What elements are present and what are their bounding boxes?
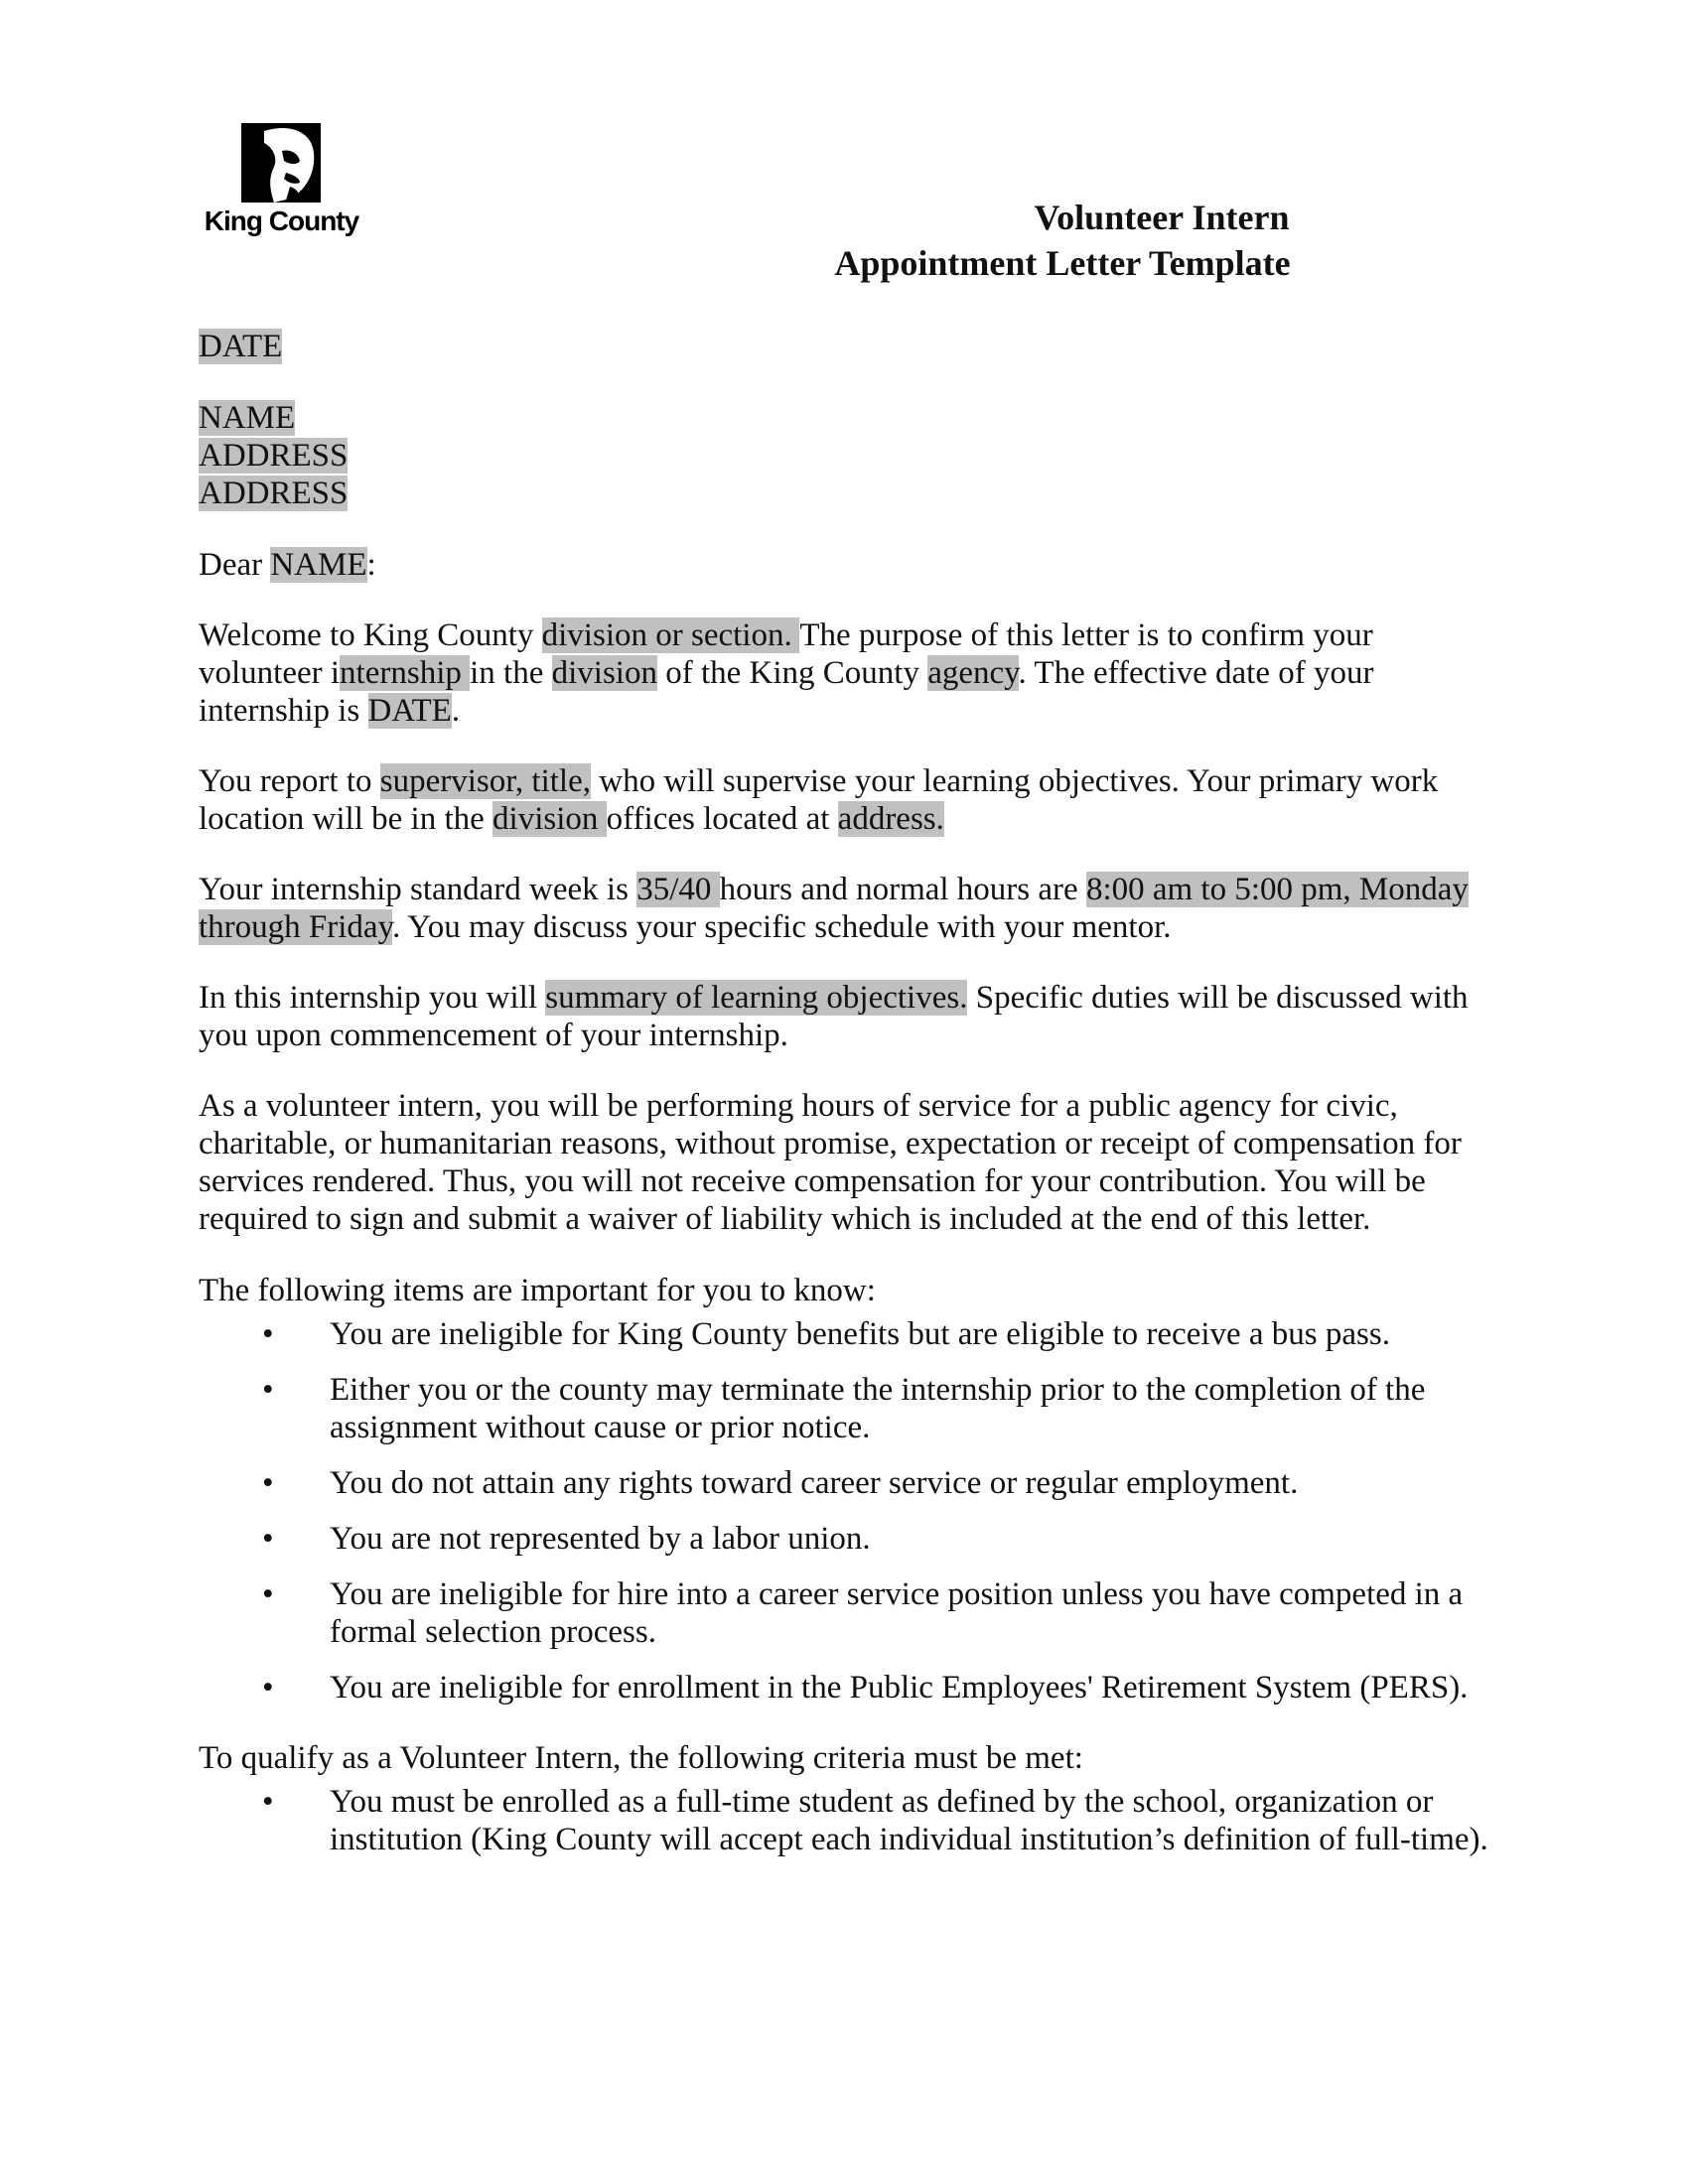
internship-placeholder: nternship bbox=[340, 655, 471, 691]
important-items-list bbox=[199, 1315, 1499, 1706]
logo-text: King County bbox=[204, 205, 359, 236]
king-county-portrait-icon bbox=[195, 121, 368, 206]
king-county-logo bbox=[195, 121, 368, 240]
document-title bbox=[695, 195, 1430, 286]
hours-per-week-placeholder: 35/40 bbox=[636, 872, 720, 907]
bullet-icon: • bbox=[262, 1372, 274, 1408]
compensation-paragraph: As a volunteer intern, you will be performing hours of service for a public agency for civic, charitable, or humanitarian reasons, without promise, expectation or receipt of compensation for services rendered. Thus, you will not receive compensation for your contribution. You will be required to sign and submit a waiver of liability which is included at the end of this letter. bbox=[199, 1088, 1462, 1237]
list-item: • You are ineligible for King County benefits but are eligible to receive a bus pass. bbox=[262, 1316, 1390, 1352]
letter-body bbox=[199, 328, 1499, 1876]
recipient-name-placeholder: NAME bbox=[199, 400, 296, 436]
objectives-paragraph: In this internship you will summary of learning objectives. Specific duties will be discussed with you upon commencement of your internship. bbox=[199, 980, 1469, 1053]
title-line-2: Appointment Letter Template bbox=[834, 243, 1291, 283]
important-items-intro: The following items are important for you to know: bbox=[199, 1273, 876, 1308]
title-line-1: Volunteer Intern bbox=[1034, 198, 1290, 237]
recipient-block bbox=[199, 399, 1499, 512]
effective-date-placeholder: DATE bbox=[367, 693, 452, 729]
list-item: • You are not represented by a labor union. bbox=[262, 1521, 871, 1557]
criteria-list bbox=[199, 1783, 1499, 1858]
learning-objectives-placeholder: summary of learning objectives. bbox=[545, 980, 968, 1016]
supervisor-paragraph: You report to supervisor, title, who will supervise your learning objectives. Your primary work location will be in the division offices located at address. bbox=[199, 763, 1439, 837]
bullet-icon: • bbox=[262, 1316, 274, 1352]
bullet-icon: • bbox=[262, 1576, 274, 1612]
salutation: Dear NAME: bbox=[199, 547, 376, 583]
recipient-address-line-1: ADDRESS bbox=[199, 438, 349, 474]
date-placeholder: DATE bbox=[199, 329, 283, 364]
schedule-paragraph: Your internship standard week is 35/40 hours and normal hours are 8:00 am to 5:00 pm, Monday through Friday. You may discuss your specific schedule with your mentor. bbox=[199, 872, 1469, 945]
recipient-address-line-2: ADDRESS bbox=[199, 476, 349, 511]
bullet-icon: • bbox=[262, 1465, 274, 1501]
list-item: • You are ineligible for hire into a career service position unless you have competed in a formal selection process. bbox=[262, 1576, 1464, 1650]
division-placeholder: division bbox=[551, 655, 657, 691]
list-item: • You are ineligible for enrollment in the Public Employees' Retirement System (PERS). bbox=[262, 1670, 1469, 1706]
welcome-paragraph: Welcome to King County division or section. The purpose of this letter is to confirm your volunteer internship in the division of the King County agency. The effective date of your internship is DATE. bbox=[199, 617, 1374, 729]
salutation-name-placeholder: NAME bbox=[270, 547, 367, 583]
normal-hours-placeholder: 8:00 am to 5:00 pm, Monday through Friday bbox=[199, 872, 1469, 945]
criteria-intro: To qualify as a Volunteer Intern, the following criteria must be met: bbox=[199, 1740, 1083, 1776]
division-section-placeholder: division or section. bbox=[541, 617, 800, 653]
bullet-icon: • bbox=[262, 1521, 274, 1557]
agency-placeholder: agency bbox=[927, 655, 1019, 691]
list-item: • You do not attain any rights toward career service or regular employment. bbox=[262, 1465, 1299, 1501]
address-placeholder: address. bbox=[837, 801, 944, 837]
date-line bbox=[199, 328, 1499, 365]
list-item: • You must be enrolled as a full-time student as defined by the school, organization or institution (King County will accept each individual institution’s definition of full-time). bbox=[262, 1784, 1488, 1857]
bullet-icon: • bbox=[262, 1784, 274, 1820]
list-item: • Either you or the county may terminate the internship prior to the completion of the assignment without cause or prior notice. bbox=[262, 1372, 1426, 1445]
bullet-icon: • bbox=[262, 1670, 274, 1706]
supervisor-placeholder: supervisor, title, bbox=[379, 763, 591, 799]
location-division-placeholder: division bbox=[492, 801, 607, 837]
